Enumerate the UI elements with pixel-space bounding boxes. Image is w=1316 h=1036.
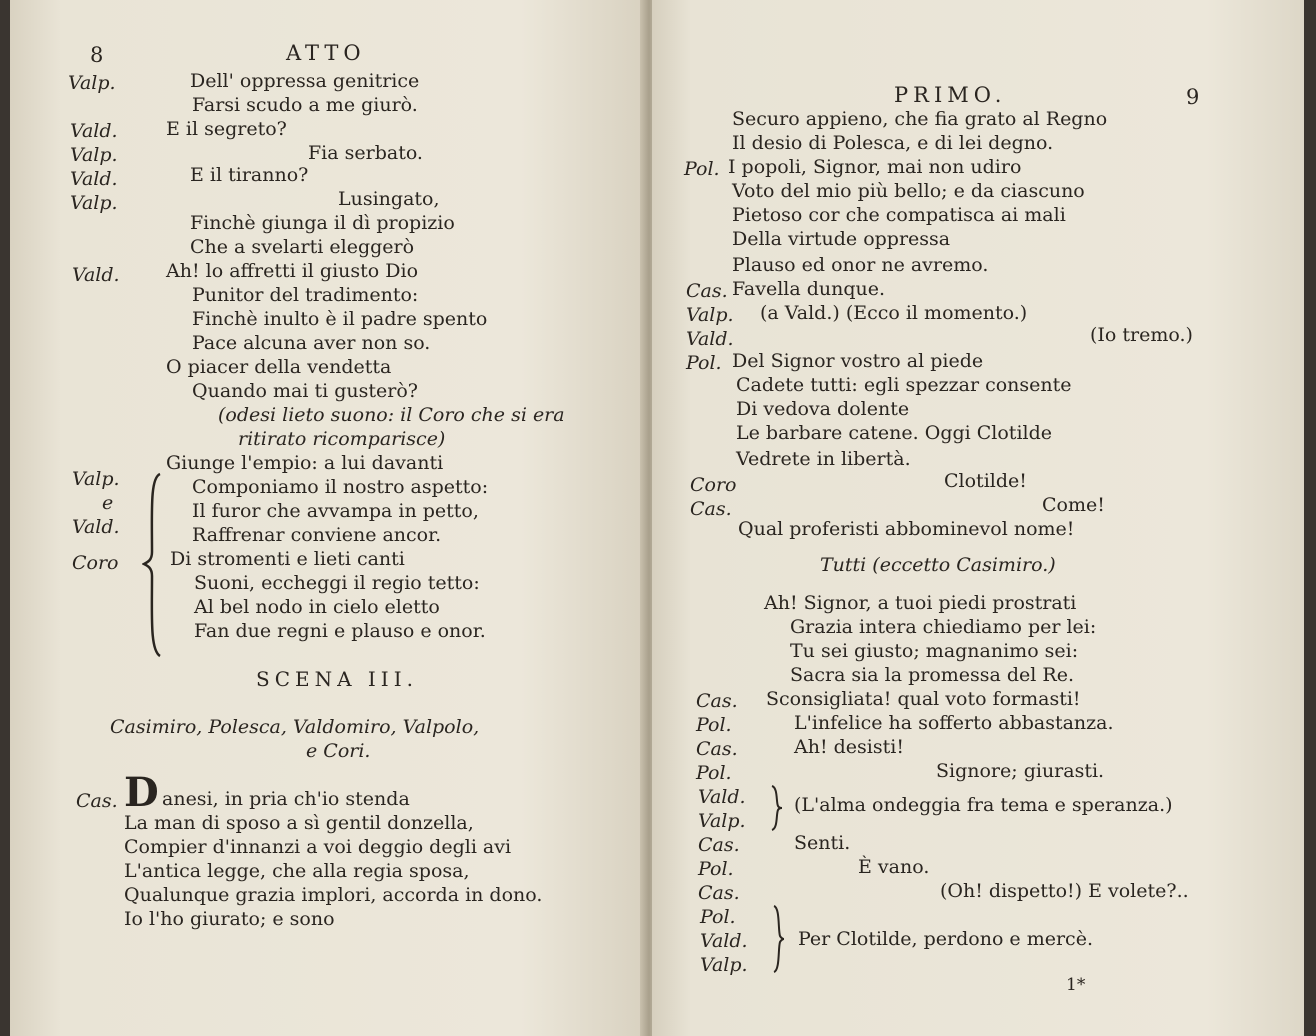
verse-line: Cadete tutti: egli spezzar consente — [736, 374, 1072, 396]
verse-line: È vano. — [858, 856, 930, 878]
speaker: Pol. — [696, 714, 732, 736]
speaker: Valp. — [68, 72, 116, 94]
verse-line: Sacra sia la promessa del Re. — [790, 664, 1074, 686]
speaker: Valp. — [698, 810, 746, 832]
stage-direction: Tutti (eccetto Casimiro.) — [820, 554, 1056, 576]
verse-line: Qual proferisti abbominevol nome! — [738, 518, 1075, 540]
verse-line: Qualunque grazia implori, accorda in dono. — [124, 884, 543, 906]
page-number: 9 — [1186, 85, 1200, 109]
speaker: Pol. — [698, 858, 734, 880]
verse-line: Suoni, eccheggi il regio tetto: — [194, 572, 480, 594]
speaker: Valp. — [72, 468, 120, 490]
verse-line: La man di sposo a sì gentil donzella, — [124, 812, 474, 834]
brace-icon — [770, 784, 784, 832]
speaker: Vald. — [72, 264, 120, 286]
verse-line: Quando mai ti gusterò? — [192, 380, 418, 402]
speaker: e — [102, 492, 114, 514]
right-page — [652, 0, 1304, 1036]
verse-line: Ah! lo affretti il giusto Dio — [166, 260, 419, 282]
speaker: Vald. — [700, 930, 748, 952]
verse-line: Lusingato, — [338, 188, 440, 210]
verse-line: Finchè inulto è il padre spento — [192, 308, 488, 330]
verse-line: E il tiranno? — [190, 164, 309, 186]
verse-line: Raffrenar conviene ancor. — [192, 524, 442, 546]
speaker: Cas. — [696, 738, 738, 760]
verse-line: Io l'ho giurato; e sono — [124, 908, 335, 930]
page-number: 8 — [90, 43, 104, 67]
stage-direction: (odesi lieto suono: il Coro che si era — [218, 404, 565, 426]
verse-line: Compier d'innanzi a voi deggio degli avi — [124, 836, 512, 858]
speaker: Valp. — [70, 144, 118, 166]
page-header: PRIMO. — [894, 83, 1007, 107]
signature-mark: 1* — [1066, 975, 1086, 995]
speaker: Pol. — [684, 158, 720, 180]
verse-line: Finchè giunga il dì propizio — [190, 212, 455, 234]
speaker: Cas. — [686, 280, 728, 302]
speaker: Cas. — [696, 690, 738, 712]
verse-line: Di vedova dolente — [736, 398, 910, 420]
verse-line: Al bel nodo in cielo eletto — [194, 596, 440, 618]
speaker: Pol. — [700, 906, 736, 928]
verse-line: Punitor del tradimento: — [192, 284, 419, 306]
speaker: Cas. — [690, 498, 732, 520]
speaker: Pol. — [696, 762, 732, 784]
verse-line: Pietoso cor che compatisca ai mali — [732, 204, 1066, 226]
speaker: Coro — [690, 474, 737, 496]
verse-line: Ah! Signor, a tuoi piedi prostrati — [764, 592, 1077, 614]
verse-line: Sconsigliata! qual voto formasti! — [766, 688, 1081, 710]
speaker: Cas. — [76, 790, 118, 812]
verse-line: Come! — [1042, 494, 1105, 516]
verse-line: Clotilde! — [944, 470, 1027, 492]
verse-line: (a Vald.) (Ecco il momento.) — [760, 302, 1028, 324]
drop-cap: D — [124, 769, 159, 816]
verse-line: Grazia intera chiediamo per lei: — [790, 616, 1097, 638]
verse-line: Giunge l'empio: a lui davanti — [166, 452, 444, 474]
speaker: Coro — [72, 552, 119, 574]
speaker: Vald. — [72, 516, 120, 538]
verse-line: Che a svelarti eleggerò — [190, 236, 415, 258]
speaker: Valp. — [700, 954, 748, 976]
speaker: Vald. — [686, 328, 734, 350]
verse-line: I popoli, Signor, mai non udiro — [728, 156, 1022, 178]
verse-line: Dell' oppressa genitrice — [190, 70, 420, 92]
verse-line: Fan due regni e plauso e onor. — [194, 620, 486, 642]
aside-line: (L'alma ondeggia fra tema e speranza.) — [794, 794, 1173, 816]
brace-icon — [142, 472, 164, 658]
verse-line: L'antica legge, che alla regia sposa, — [124, 860, 470, 882]
cast-list: Casimiro, Polesca, Valdomiro, Valpolo, — [110, 716, 480, 738]
verse-line: (Io tremo.) — [1090, 324, 1193, 346]
stage-direction: ritirato ricomparisce) — [238, 428, 446, 450]
verse-line: Vedrete in libertà. — [736, 448, 911, 470]
cast-list: e Cori. — [306, 740, 371, 762]
verse-line: (Oh! dispetto!) E volete?.. — [940, 880, 1189, 902]
speaker: Vald. — [70, 168, 118, 190]
verse-line: Ah! desisti! — [794, 736, 904, 758]
verse-line: Componiamo il nostro aspetto: — [192, 476, 489, 498]
speaker: Pol. — [686, 352, 722, 374]
verse-line: Farsi scudo a me giurò. — [192, 94, 418, 116]
speaker: Vald. — [698, 786, 746, 808]
verse-line: Fia serbato. — [308, 142, 423, 164]
verse-line: Voto del mio più bello; e da ciascuno — [732, 180, 1085, 202]
brace-icon — [772, 904, 786, 974]
verse-line: Del Signor vostro al piede — [732, 350, 984, 372]
verse-line: Senti. — [794, 832, 851, 854]
verse-line: Della virtude oppressa — [732, 228, 951, 250]
verse-line: Di stromenti e lieti canti — [170, 548, 405, 570]
verse-line: Securo appieno, che fia grato al Regno — [732, 108, 1108, 130]
page-header: ATTO — [286, 41, 366, 65]
speaker: Vald. — [70, 120, 118, 142]
speaker: Valp. — [70, 192, 118, 214]
scene-title: SCENA III. — [256, 667, 418, 691]
verse-line: anesi, in pria ch'io stenda — [162, 788, 410, 810]
verse-line: O piacer della vendetta — [166, 356, 392, 378]
speaker: Cas. — [698, 834, 740, 856]
speaker: Valp. — [686, 304, 734, 326]
verse-line: E il segreto? — [166, 118, 287, 140]
verse-line: Tu sei giusto; magnanimo sei: — [790, 640, 1079, 662]
verse-line: Plauso ed onor ne avremo. — [732, 254, 989, 276]
verse-line: Il furor che avvampa in petto, — [192, 500, 479, 522]
verse-line: Signore; giurasti. — [936, 760, 1105, 782]
verse-line: Le barbare catene. Oggi Clotilde — [736, 422, 1053, 444]
speaker: Cas. — [698, 882, 740, 904]
verse-line: Il desio di Polesca, e di lei degno. — [732, 132, 1054, 154]
verse-line: L'infelice ha sofferto abbastanza. — [794, 712, 1114, 734]
verse-line: Per Clotilde, perdono e mercè. — [798, 928, 1093, 950]
verse-line: Favella dunque. — [732, 278, 886, 300]
left-page — [10, 0, 648, 1036]
verse-line: Pace alcuna aver non so. — [192, 332, 431, 354]
